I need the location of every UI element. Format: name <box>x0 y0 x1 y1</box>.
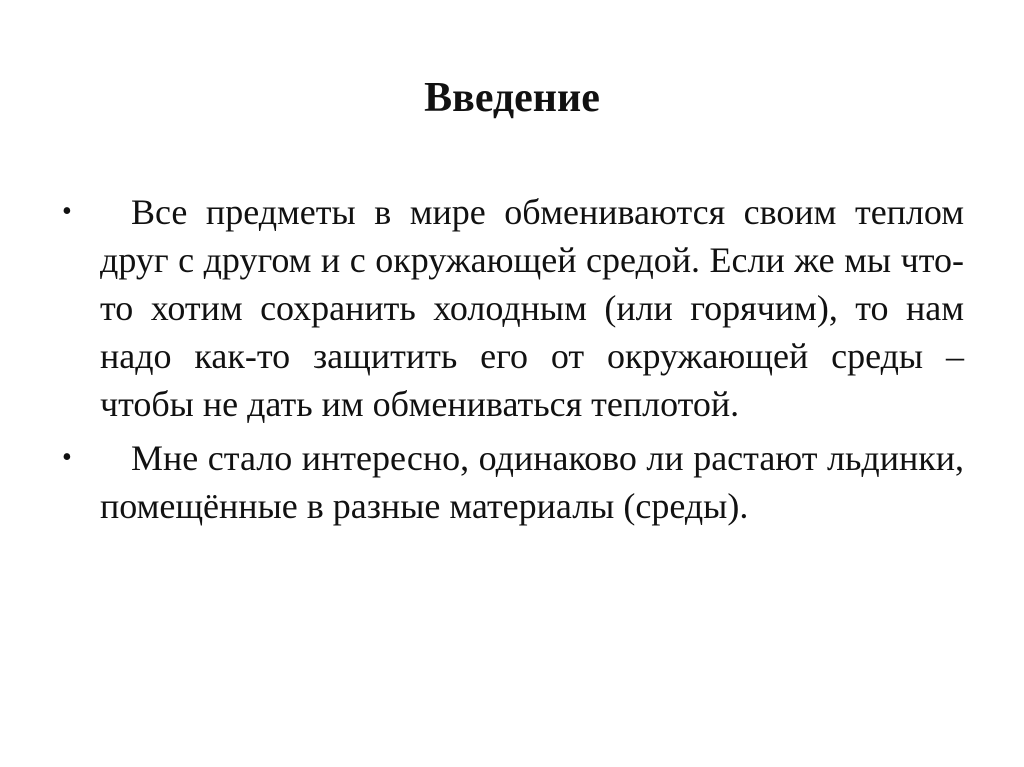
bullet-marker: • <box>62 442 72 473</box>
bullet-text: Мне стало интересно, одинаково ли растают льдинки, помещённые в разные материалы (среды). <box>100 438 964 526</box>
bullet-marker: • <box>62 196 72 227</box>
bullet-list <box>62 188 964 536</box>
bullet-text: Все предметы в мире обмениваются своим теплом друг с другом и с окружающей средой. Если же мы что-то хотим сохранить холодным (или горячим), то нам надо как-то защитить его от окружающей среды – чтобы не дать им обмениваться теплотой. <box>100 192 964 424</box>
slide-title: Введение <box>424 75 600 121</box>
bullet-item <box>62 434 964 530</box>
bullet-item <box>62 188 964 428</box>
